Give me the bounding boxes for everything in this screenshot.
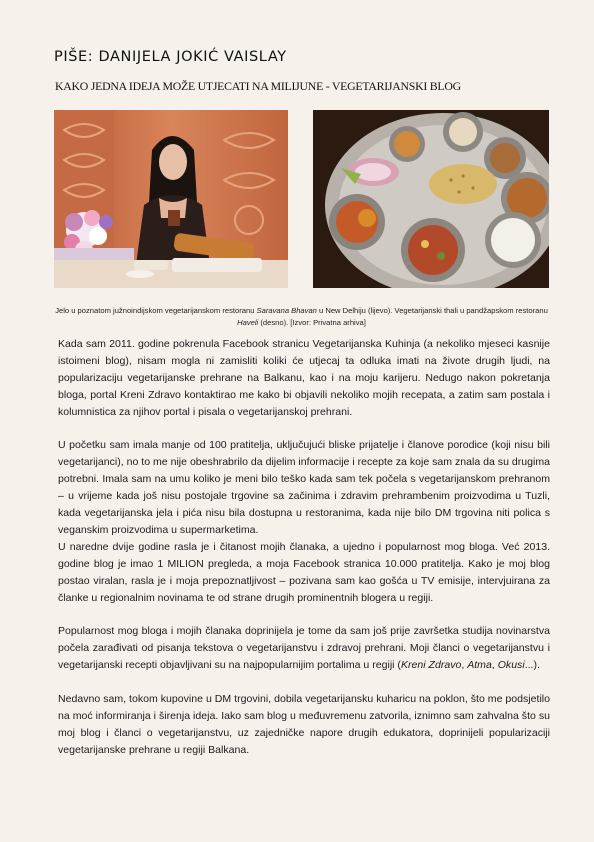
author-byline: PIŠE: DANIJELA JOKIĆ VAISLAY <box>54 49 287 65</box>
caption-restaurant-2: Haveli <box>237 317 259 327</box>
paragraph-4 <box>58 623 550 674</box>
paragraph-2: U početku sam imala manje od 100 pratitelja, uključujući bliske prijatelje i članove porodice (koji nisu bili vegetarijanci), no to me nije obeshrabrilo da dijelim informacije i recepte za koje sam znala da su drugima potrebni. Imala sam na umu koliko je meni bilo teško kada sam tek počela s vegetarijanskom prehranom – u vrijeme kada još nisu postojale trgovine sa začinima i zdravim prehrambenim proizvodima u Tuzli, kada vegetarijanska jela i pića nisu bila dostupna u restoranima, kada nije bilo DM trgovina niti polica s veganskim proizvodima u supermarketima. <box>58 439 550 536</box>
photo-caption <box>54 305 549 328</box>
paragraph-3: U naredne dvije godine rasla je i čitanost mojih članaka, a ujedno i popularnost mog bloga. Već 2013. godine blog je imao 1 MILION pregleda, a moja Facebook stranica 10.000 pratitelja. Kako je moj blog postao viralan, rasla je i moja prepoznatljivost – pozivana sam kao gošća u TV emisije, intervjuirana za članke u regionalnim novinama te od strane drugih prominentnih blogera u regiji. <box>58 540 550 604</box>
thali-photo-right <box>313 110 549 288</box>
restaurant-photo-left <box>54 110 288 288</box>
portal-separator: , <box>491 659 498 672</box>
portal-separator: , <box>461 659 468 672</box>
paragraph-4-end: ...). <box>524 659 540 672</box>
caption-text-1: Jelo u poznatom južnoindijskom vegetarijanskom restoranu <box>55 306 257 315</box>
caption-text-3: (desno). [Izvor: Privatna arhiva] <box>258 317 366 327</box>
portal-kreni-zdravo: Kreni Zdravo <box>400 659 462 672</box>
article-title: KAKO JEDNA IDEJA MOŽE UTJECATI NA MILIJUNE - VEGETARIJANSKI BLOG <box>55 79 461 93</box>
portal-atma: Atma <box>467 659 492 672</box>
paragraph-4-text: Popularnost mog bloga i mojih članaka doprinijela je tome da sam još prije završetka studija novinarstva počela zarađivati od pisanja tekstova o vegetarijanstvu i zdravoj prehrani. Moji članci o vegetarijanstvu i vegetarijanski recepti objavljivani su na najpopularnijim portalima u regiji ( <box>58 625 550 672</box>
portal-okusi: Okusi <box>497 659 525 672</box>
caption-text-2: u New Delhiju (lijevo). Vegetarijanski thali u pandžapskom restoranu <box>316 306 548 315</box>
caption-restaurant-1: Saravana Bhavan <box>256 306 317 315</box>
article-body <box>58 336 550 759</box>
paragraph-5: Nedavno sam, tokom kupovine u DM trgovini, dobila vegetarijansku kuharicu na poklon, što me podsjetilo na moć informiranja i širenja ideja. Iako sam blog u međuvremenu zatvorila, iznimno sam zahvalna što su moj blog i članci o vegetarijanstvu, uz zajedničke napore drugih edukatora, doprinijeli popularizaciji vegetarijanske prehrane u regiji Balkana. <box>58 692 550 756</box>
paragraph-1: Kada sam 2011. godine pokrenula Facebook stranicu Vegetarijanska Kuhinja (a nekoliko mjeseci kasnije istoimeni blog), nisam mogla ni zamisliti koliki će utjecaj ta odluka imati na živote drugih ljudi, na popularizaciju vegetarijanske prehrane na Balkanu, kao i na moju karijeru. Nedugo nakon pokretanja bloga, portal Kreni Zdravo kontaktirao me kako bi objavili nekoliko mojih recepata, a zatim sam postala i kolumnistica za njihov portal i pisala o vegetarijanskoj prehrani. <box>58 338 550 418</box>
